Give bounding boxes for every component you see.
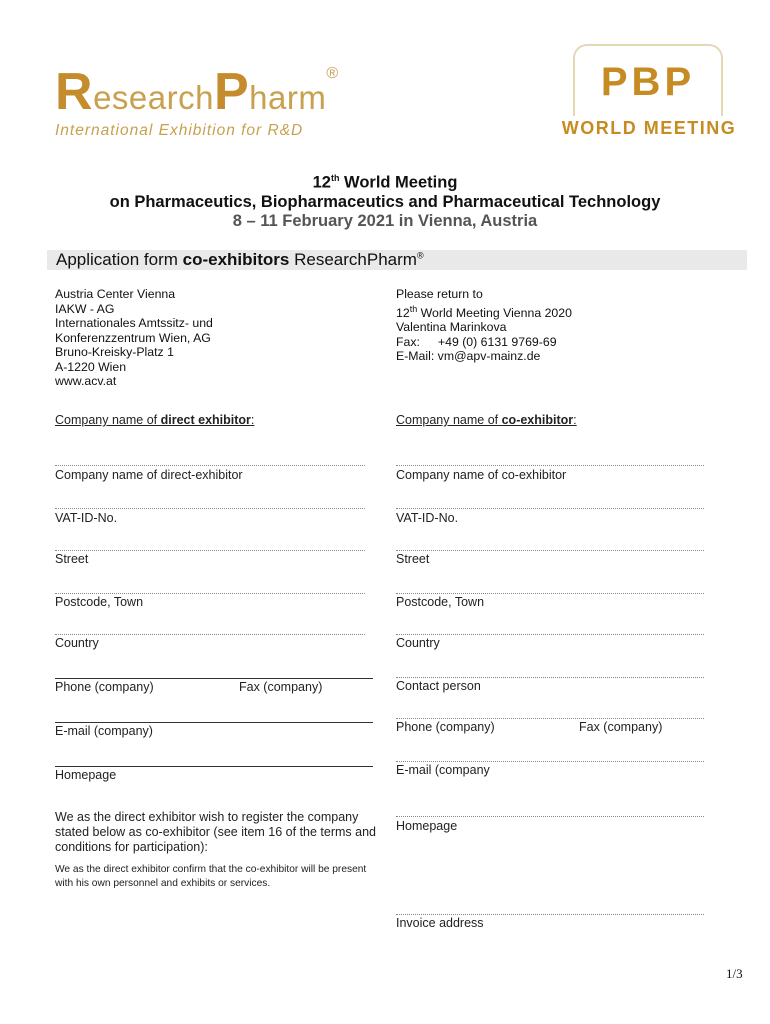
field-line-co-invoice[interactable] [396, 914, 704, 915]
return-meeting-sup: th [409, 303, 418, 314]
form-heading-sup: ® [416, 250, 424, 261]
heading-post: : [573, 413, 577, 427]
field-line-direct-email[interactable] [55, 722, 373, 723]
field-label-direct-company: Company name of direct-exhibitor [55, 468, 243, 482]
venue-line: Internationales Amtssitz- und [55, 316, 213, 330]
venue-line: Bruno-Kreisky-Platz 1 [55, 345, 174, 359]
field-line-co-contact[interactable] [396, 677, 704, 678]
return-fax-line [396, 335, 572, 350]
field-line-co-homepage[interactable] [396, 816, 704, 817]
field-line-co-email[interactable] [396, 761, 704, 762]
field-line-direct-company[interactable] [55, 465, 365, 466]
form-heading-bold: co-exhibitors [182, 250, 290, 269]
field-label-co-street: Street [396, 552, 430, 566]
field-line-co-vat[interactable] [396, 508, 704, 509]
field-line-co-country[interactable] [396, 634, 704, 635]
heading-bold: direct exhibitor [160, 413, 251, 427]
venue-address [55, 287, 213, 389]
field-label-direct-country: Country [55, 636, 99, 650]
registration-statement: We as the direct exhibitor wish to register the company stated below as co-exhibitor (see item 16 of the terms and conditions for participation): [55, 810, 376, 854]
field-line-co-phone-fax[interactable] [396, 718, 704, 719]
field-line-direct-vat[interactable] [55, 508, 365, 509]
title-line-1-sup: th [330, 173, 340, 183]
return-fax-label: Fax: [396, 334, 420, 349]
venue-line: IAKW - AG [55, 301, 115, 316]
field-label-co-company: Company name of co-exhibitor [396, 468, 567, 482]
pbp-logo-subtitle: WORLD MEETING [561, 118, 737, 138]
form-heading [56, 250, 424, 270]
logo-letter-p: P [213, 63, 250, 121]
researchpharm-tagline: International Exhibition for R&D [55, 122, 304, 139]
field-line-direct-homepage[interactable] [55, 766, 373, 767]
heading-bold: co-exhibitor [501, 413, 574, 427]
co-exhibitor-heading [396, 413, 577, 427]
return-fax-value: +49 (0) 6131 9769-69 [437, 334, 557, 349]
title-line-1 [0, 173, 770, 193]
field-label-co-phone: Phone (company) [396, 720, 495, 734]
field-line-co-postcode[interactable] [396, 593, 704, 594]
heading-post: : [250, 413, 255, 427]
field-label-co-postcode: Postcode, Town [396, 595, 485, 609]
title-line-1-number: 12 [312, 173, 331, 192]
venue-line: Konferenzzentrum Wien, AG [55, 330, 211, 345]
logo-text-harm: harm [249, 79, 327, 116]
return-line: Please return to [396, 287, 483, 301]
field-label-direct-vat: VAT-ID-No. [55, 511, 118, 525]
researchpharm-logo-wordmark [55, 63, 345, 121]
pbp-logo-name: PBP [600, 60, 696, 104]
field-line-direct-postcode[interactable] [55, 593, 365, 594]
field-label-co-fax: Fax (company) [579, 720, 663, 734]
logo-text-esearch: esearch [93, 79, 214, 116]
return-contact-name: Valentina Marinkova [396, 320, 507, 335]
field-line-direct-phone-fax[interactable] [55, 678, 373, 679]
field-label-co-vat: VAT-ID-No. [396, 511, 459, 525]
return-meeting-line [396, 302, 572, 321]
return-meeting-number: 12 [396, 305, 410, 320]
field-label-direct-street: Street [55, 552, 89, 566]
venue-line: A-1220 Wien [55, 359, 127, 374]
title-line-2: on Pharmaceutics, Biopharmaceutics and Pharmaceutical Technology [109, 193, 661, 211]
return-meeting-text: World Meeting Vienna 2020 [417, 305, 572, 320]
field-label-direct-postcode: Postcode, Town [55, 595, 144, 609]
field-label-co-invoice: Invoice address [396, 916, 484, 930]
field-line-co-street[interactable] [396, 550, 704, 551]
field-label-direct-phone: Phone (company) [55, 680, 154, 694]
field-label-co-country: Country [396, 636, 440, 650]
field-label-co-homepage: Homepage [396, 819, 458, 833]
field-label-direct-email: E-mail (company) [55, 724, 153, 738]
registered-mark: ® [326, 65, 339, 82]
title-line-1-text: World Meeting [339, 173, 458, 192]
logo-letter-r: R [55, 63, 94, 121]
field-line-co-company[interactable] [396, 465, 704, 466]
heading-pre: Company name of [55, 413, 161, 427]
return-address [396, 287, 572, 364]
field-label-direct-homepage: Homepage [55, 768, 117, 782]
field-label-co-email: E-mail (company [396, 763, 490, 777]
page-number: 1/3 [726, 966, 743, 981]
field-line-direct-street[interactable] [55, 550, 365, 551]
venue-website: www.acv.at [55, 374, 117, 388]
return-email: E-Mail: vm@apv-mainz.de [396, 349, 541, 364]
heading-pre: Company name of [396, 413, 502, 427]
form-heading-post: ResearchPharm [289, 250, 417, 269]
field-label-direct-fax: Fax (company) [239, 680, 323, 694]
direct-exhibitor-heading [55, 413, 254, 427]
confirmation-statement: We as the direct exhibitor confirm that the co-exhibitor will be present with his own personnel and exhibits or services. [55, 864, 367, 889]
field-line-direct-country[interactable] [55, 634, 365, 635]
field-label-co-contact: Contact person [396, 679, 481, 693]
event-dates: 8 – 11 February 2021 in Vienna, Austria [232, 212, 538, 230]
venue-line: Austria Center Vienna [55, 287, 176, 301]
form-heading-pre: Application form [56, 250, 183, 269]
